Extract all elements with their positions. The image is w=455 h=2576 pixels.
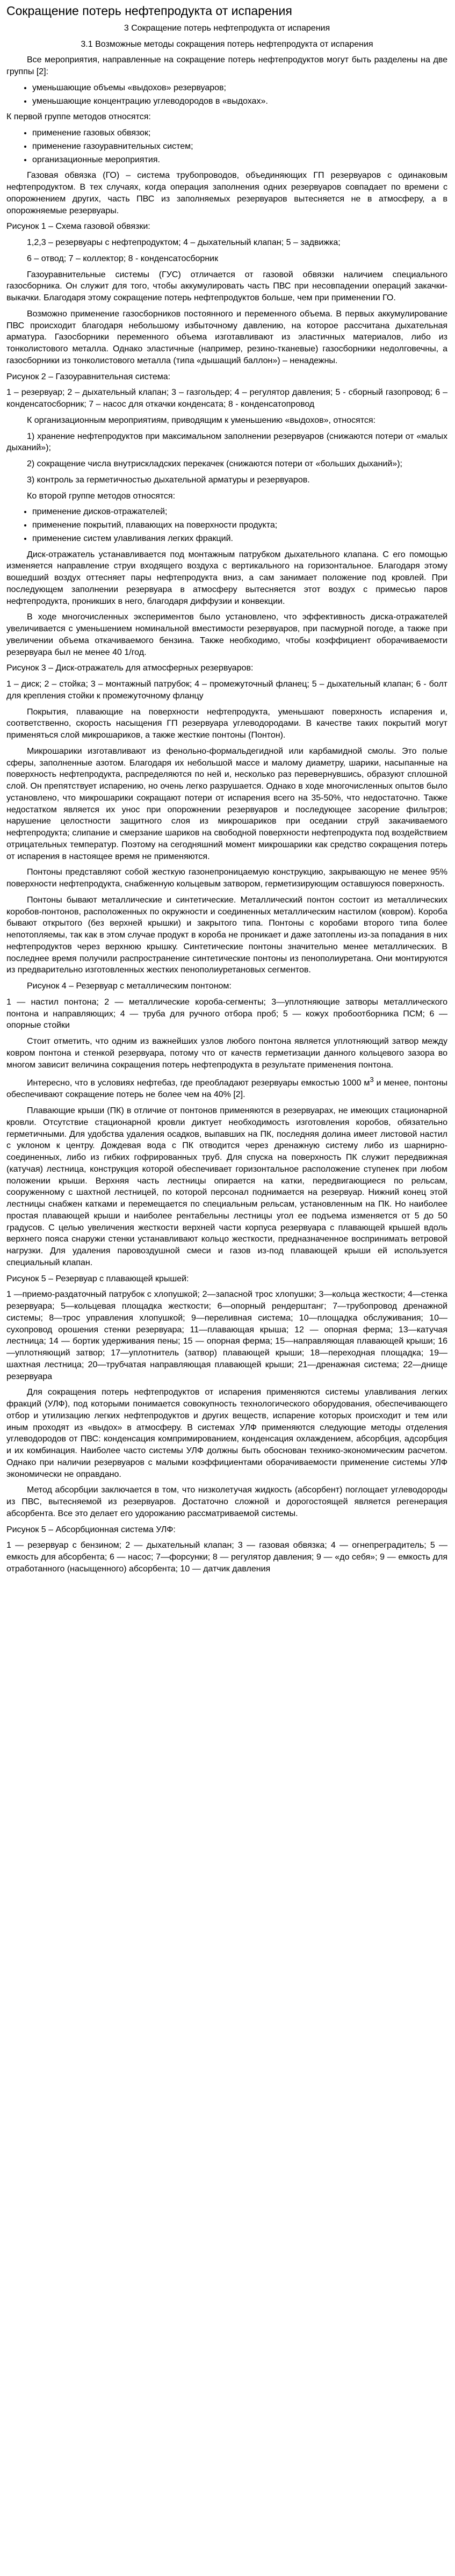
paragraph: Метод абсорбции заключается в том, что низколетучая жидкость (абсорбент) поглощает углеводороды из ПВС, вытесняемой из резервуаров. Достаточно сложной и дорогостоящей является регенерация абсорбента. Все это делает его удорожанию рассматриваемой системы. <box>6 1485 447 1518</box>
paragraph-text: и менее, понтоны обеспечивают сокращение потерь не более чем на 40% [2]. <box>6 1078 448 1100</box>
paragraph: Понтоны бывают металлические и синтетические. Металлический понтон состоит из металлических коробов-понтонов, расположенных по окружности и соединенных металлическим настилом (ковром). Коробa бывают открытого (без верхней крышки) и закрытого типа. Понтоны с коробами второго типа более непотопляемы, так как в этом случае продукт в коробa не проникает и даже затоплены из-за попадания в них нефтепродуктов через верхнюю крышку. Синтетические понтоны значительно менее металлических. В последнее время получили распространение синтетические понтоны из пенополиуретана. Они монтируются из предварительно изготовленных жестких пенополиуретановых сегментов. <box>6 895 447 975</box>
paragraph: Газоуравнительные системы (ГУС) отличается от газовой обвязки наличием специального газосборника. Он служит для того, чтобы аккумулировать часть ПВС при несовпадении операций закачки-выкачки. Благодаря этому сокращение потерь нефтепродуктов больше, чем при применении ГО. <box>6 270 447 303</box>
list-item: • применение дисков-отражателей; <box>32 506 447 518</box>
figure-caption: Рисунок 3 – Диск-отражатель для атмосферных резервуаров: <box>6 663 254 673</box>
figure-caption: Рисунок 4 – Резервуар с металлическим понтоном: <box>27 982 232 991</box>
list-item: • применение газовых обвязок; <box>32 127 447 139</box>
figure-caption: Рисунок 5 – Абсорбционная система УЛФ: <box>6 1525 176 1534</box>
list-item: • организационные мероприятия. <box>32 154 447 166</box>
paragraph: В ходе многочисленных экспериментов было установлено, что эффективность диска-отражателей увеличивается с уменьшением номинальной вместимости резервуаров, при пасмурной погоде, а также при увеличении объема откачиваемого бензина. Также необходимо, чтобы коэффициент оборачиваемости резервуара был не менее 40 1/год. <box>6 612 447 657</box>
paragraph: Ко второй группе методов относятся: <box>27 491 176 501</box>
list-item: • применение покрытий, плавающих на поверхности продукта; <box>32 519 447 531</box>
subsection-heading: 3.1 Возможные методы сокращения потерь нефтепродукта от испарения <box>81 39 373 49</box>
paragraph: К организационным мероприятиям, приводящим к уменьшению «выдохов», относятся: <box>27 415 375 425</box>
paragraph: 1) хранение нефтепродуктов при максимальном заполнении резервуаров (снижаются потери от «малых дыханий»); <box>6 431 447 453</box>
list-item: • уменьшающие объемы «выдохов» резервуаров; <box>32 82 447 94</box>
figure-legend: 1 — резервуар с бензином; 2 — дыхательный клапан; 3 — газовая обвязка; 4 — огнепреградитель; 5 — емкость для абсорбента; 6 — насос; 7—форсунки; 8 — регулятор давления; 9 — «до себя»; 9 — емкость для отработанного (насыщенного) абсорбента; 10 — датчик давления <box>6 1541 447 1574</box>
list-item: • уменьшающие концентрацию углеводородов в «выдохах». <box>32 96 447 107</box>
paragraph: Стоит отметить, что одним из важнейших узлов любого понтона является уплотняющий затвор между ковром понтона и стенкой резервуара, потому что от качеств герметизации данного кольцевого зазора во многом зависит величина сокращения потерь нефтепродукта в результате применения понтона. <box>6 1037 447 1070</box>
figure-legend: 1 — настил понтона; 2 — металлические короба-сегменты; 3—уплотняющие затворы металлического понтона и направляющих; 4 — труба для ручного отбора проб; 5 — кожух пробоотборника ПСМ; 6 — опорные стойки <box>6 997 447 1030</box>
figure-caption: Рисунок 1 – Схема газовой обвязки: <box>6 222 150 232</box>
paragraph: Все мероприятия, направленные на сокращение потерь нефтепродуктов могут быть разделены на две группы [2]: <box>6 55 447 77</box>
paragraph: К первой группе методов относятся: <box>6 112 151 122</box>
figure-legend: 1 – резервуар; 2 – дыхательный клапан; 3 – газгольдер; 4 – регулятор давления; 5 - сборный газопровод; 6 – конденсатосборник; 7 – насос для откачки конденсата; 8 - конденсатопровод <box>6 388 447 409</box>
figure-legend: 1 – диск; 2 – стойка; 3 – монтажный патрубок; 4 – промежуточный фланец; 5 – дыхательный клапан; 6 - болт для крепления стойки к промежуточному фланцу <box>6 680 447 701</box>
page-title: Сокращение потерь нефтепродукта от испарения <box>6 4 292 18</box>
paragraph: Покрытия, плавающие на поверхности нефтепродукта, уменьшают поверхность испарения и, соответственно, скорость насыщения ГП резервуара углеводородами. В качестве таких покрытий могут применяться слой микрошариков, а также жесткие понтоны (Понтон). <box>6 707 447 740</box>
paragraph: Возможно применение газосборников постоянного и переменного объема. В первых аккумулирование ПВС происходит благодаря небольшому избыточному давлению, на которое рассчитана дыхательная арматура. Газосборники переменного объема изготавливают из эластичных материалов, либо из тонколистового металла. Однако эластичные (например, резино-тканевые) газосборники недолговечны, а газосборники из тонколистового металла (типа «дышащий баллон») – ненадежны. <box>6 309 447 365</box>
paragraph-text: Интересно, что в условиях нефтебаз, где преобладают резервуары емкостью 1000 м <box>27 1078 370 1088</box>
list-item: • применение газоуравнительных систем; <box>32 141 447 153</box>
paragraph: 3) контроль за герметичностью дыхательной арматуры и резервуаров. <box>27 475 310 485</box>
paragraph <box>6 1075 447 1101</box>
superscript: 3 <box>370 1076 374 1084</box>
section-heading: 3 Сокращение потерь нефтепродукта от испарения <box>124 23 330 33</box>
paragraph: Диск-отражатель устанавливается под монтажным патрубком дыхательного клапана. С его помощью изменяется направление струи входящего воздуха с вертикального на горизонтальное. Благодаря этому вошедший воздух оттесняет пары нефтепродукта вниз, а сам занимает положение под кровлей. При последующем заполнении резервуара в атмосферу вытесняется этот воздух с примесью паров нефтепродукта, проникших в него, благодаря диффузии и конвекции. <box>6 550 447 606</box>
list-first-group <box>6 127 447 165</box>
paragraph: Понтоны представляют собой жесткую газонепроницаемую конструкцию, закрывающую не менее 95% поверхности нефтепродукта, снабженную кольцевым затвором, герметизирующим оставшуюся поверхность. <box>6 868 447 889</box>
list-item: • применение систем улавливания легких фракций. <box>32 533 447 545</box>
figure-caption: Рисунок 2 – Газоуравнительная система: <box>6 372 171 381</box>
figure-legend: 6 – отвод; 7 – коллектор; 8 - конденсатосборник <box>27 254 219 263</box>
paragraph: 2) сокращение числа внутрискладских перекачек (снижаются потери от «больших дыханий»); <box>27 459 402 469</box>
figure-legend: 1,2,3 – резервуары с нефтепродуктом; 4 – дыхательный клапан; 5 – задвижка; <box>27 238 341 248</box>
paragraph: Газовая обвязка (ГО) – система трубопроводов, объединяющих ГП резервуаров с одинаковым нефтепродуктом. В тех случаях, когда операция заполнения одних резервуаров совпадает по времени с опорожнением других, часть ПВС из заполняемых резервуаров вытесняется не в атмосферу, а в опорожняемые резервуары. <box>6 171 447 215</box>
paragraph: Для сокращения потерь нефтепродуктов от испарения применяются системы улавливания легких фракций (УЛФ), под которыми понимается совокупность технологического оборудования, обеспечивающего отбор и утилизацию легких нефтепродуктов и других веществ, испарение которых происходит и тем или иным проходят из «выдох» в атмосферу. В системах УЛФ применяются следующие методы отделения углеводородов от ПВС: конденсация компримированием, конденсация охлаждением, абсорбция, адсорбция и их комбинация. Наиболее часто системы УЛФ должны быть обоснован технико-экономическим расчетом. Однако при наличии резервуаров с малыми коэффициентами оборачиваемости применение системы УЛФ экономически не оправдано. <box>6 1388 447 1479</box>
list-methods-groups <box>6 82 447 107</box>
paragraph: Микрошарики изготавливают из фенольно-формальдегидной или карбамидной смолы. Это полые сферы, заполненные азотом. Благодаря их небольшой массе и малому диаметру, шарики, насыпанные на поверхность нефтепродукта, распределяются по ней и, несколько раз перевернувшись, образуют сплошной слой. Он препятствует испарению, но очень легко разрушается. Однако в ходе многочисленных опытов было установлено, что микрошарики сокращают потери от испарения всего на 35-50%, что недостаточно. Также недостатком является их уноc при опорожнении резервуаров и последующее засорение фильтров; нарушение целостности защитного слоя из микрошариков при оседании струй закачиваемого нефтепродукта; слипание и смерзание шариков на свободной поверхности нефтепродукта под воздействием отрицательных температур. Поэтому на сегодняшний момент микрошарики как средство сокращения потерь от испарения в настоящее время не применяются. <box>6 746 447 861</box>
list-second-group <box>6 506 447 544</box>
paragraph: Плавающие крыши (ПК) в отличие от понтонов применяются в резервуарах, не имеющих стационарной кровли. Отсутствие стационарной кровли диктует необходимость изготовления коробов, обязательно герметичными. Для удобства удаления осадков, выпавших на ПК, последняя долина имеет листовой настил с уклоном к центру. Дождевая вода с ПК отводится через дренажную систему либо из шарнирно-соединенных, либо из гибких гофрированных труб. Для спуска на поверхность ПК служит передвижная (катучая) лестница, конструкция которой обеспечивает горизонтальное расположение ступенек при любом положении крыши. Верхняя часть лестницы опирается на катки, передвигающиеся по рельсам, сооруженному с шахтной лестницей, по которой персонал поднимается на резервуар. Нижний конец этой лестницы снабжен катками и перемещается по специальным рельсам, установленным на ПК. Но наиболее простая плавающей крыши и наиболее рентабельны лестницы угол ее подъема изменяется от 5 до 50 градусов. С целью увеличения жесткости верхней части корпуса резервуара с плавающей крышей вдоль верхнего пояса снаружи стенки устанавливают кольцо жесткости, предназначенное воспринимать ветровой нагрузки. Для удаления паровоздушной смеси и газов из-под плавающей крыши ей используется специальный клапан. <box>6 1106 447 1267</box>
figure-caption: Рисунок 5 – Резервуар с плавающей крышей: <box>6 1274 189 1283</box>
figure-legend: 1 —приемо-раздаточный патрубок с хлопушкой; 2—запасной трос хлопушки; 3—кольца жесткости; 4—стенка резервуара; 5—кольцевая площадка жесткости; 6—опорный рендерштанг; 7—трубопровод дренажной системы; 8—трос управления хлопушкой; 9—переливная система; 10—площадка обслуживания; 10—сухопровод орошения стенки резервуара; 11—плавающая крыша; 12 — опорная ферма; 13—катучая лестница; 14 — бортик удерживания пены; 15 — опорная ферма; 15—направляющая плавающей крыши; 16—уплотняющий затвор; 17—уплотнитель (затвор) плавающей крыши; 18—переходная площадка; 19—шахтная лестница; 20—трубчатая направляющая плавающей крыши; 21—дренажная система; 22—днище резервуара <box>6 1290 447 1381</box>
